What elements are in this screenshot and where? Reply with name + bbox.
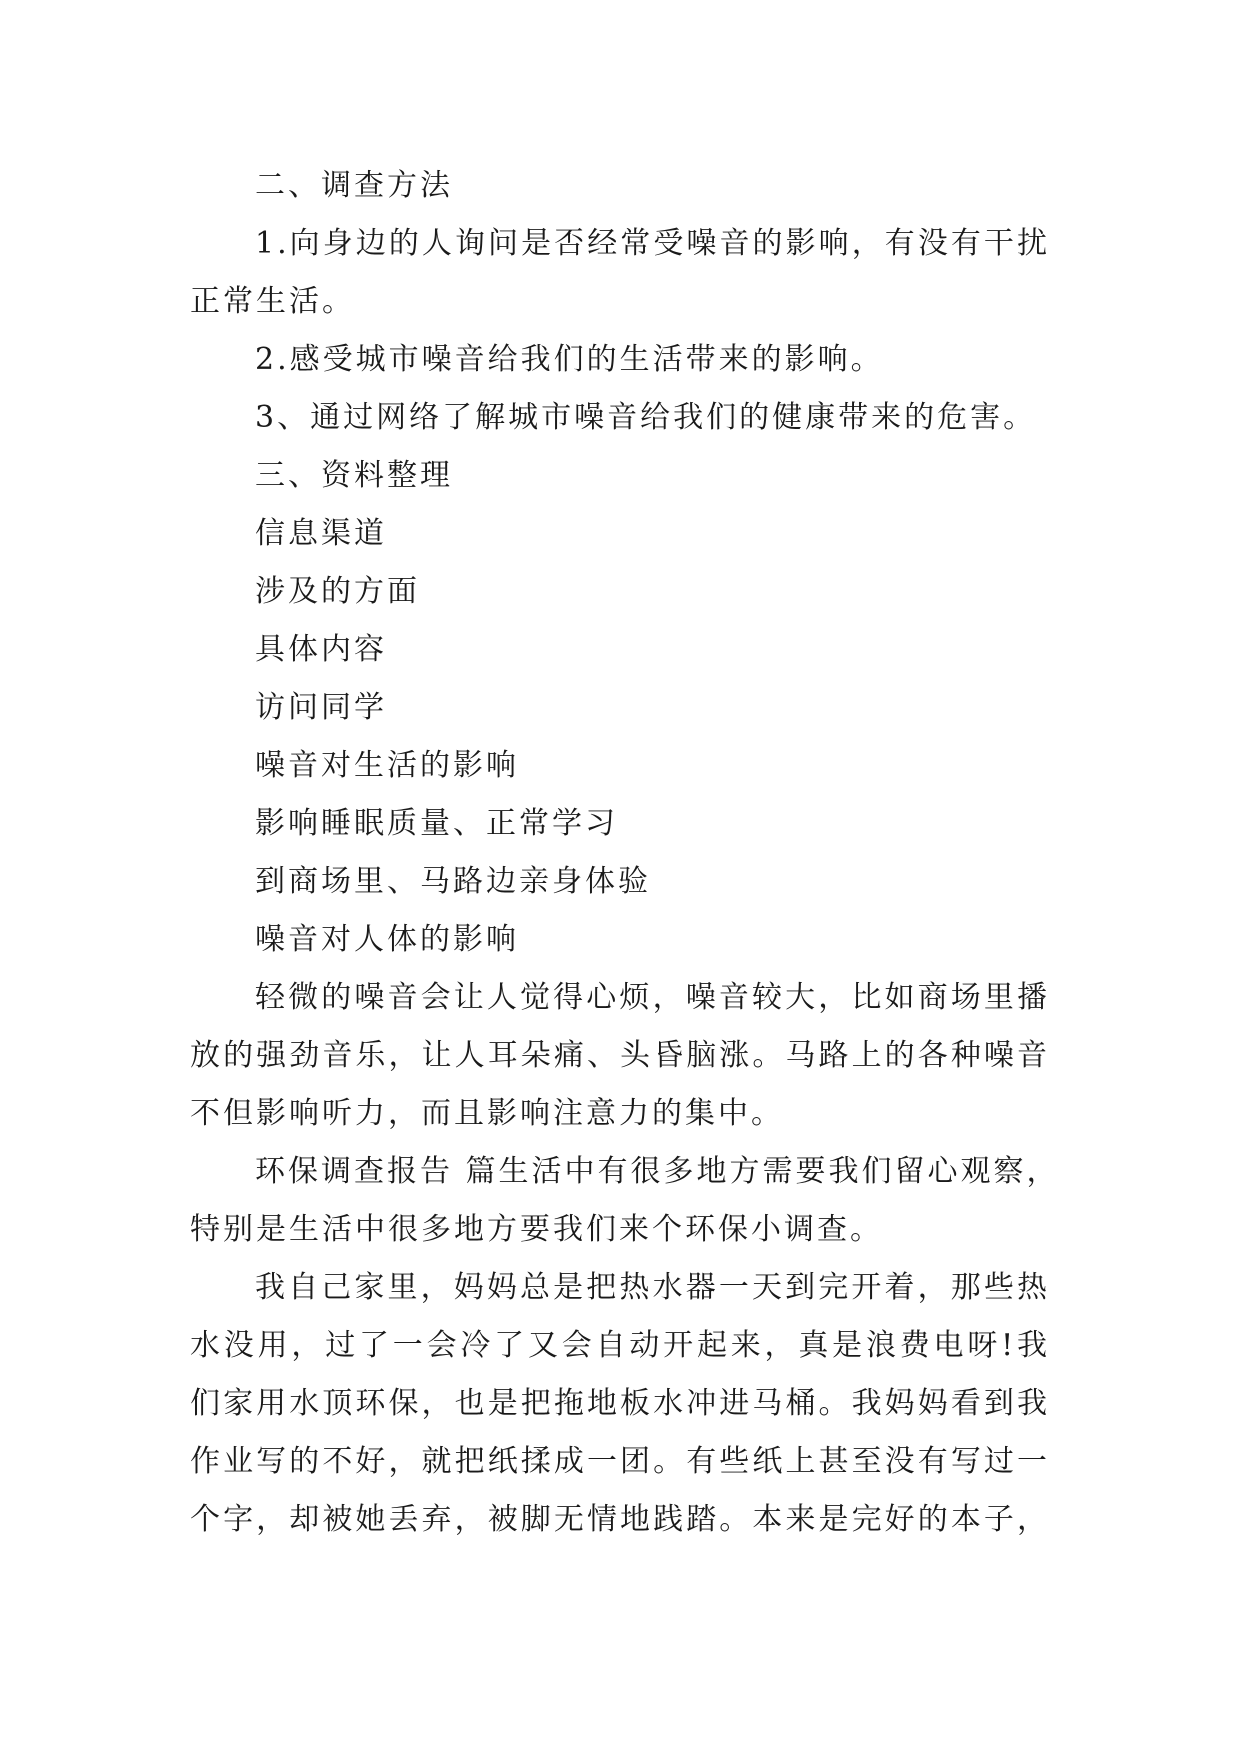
paragraph-line: 我自己家里，妈妈总是把热水器一天到完开着，那些热: [255, 1270, 1050, 1305]
table-cell-text: 访问同学: [255, 690, 387, 725]
section-heading-data: 三、资料整理: [255, 458, 453, 493]
table-cell-text: 涉及的方面: [255, 574, 420, 609]
paragraph-line: 们家用水顶环保，也是把拖地板水冲进马桶。我妈妈看到我: [190, 1386, 1050, 1421]
paragraph-line: 3、通过网络了解城市噪音给我们的健康带来的危害。: [255, 400, 1037, 435]
paragraph-line: 1.向身边的人询问是否经常受噪音的影响，有没有干扰: [255, 226, 1050, 261]
paragraph-line: 2.感受城市噪音给我们的生活带来的影响。: [255, 342, 884, 377]
table-cell-text: 噪音对人体的影响: [255, 922, 519, 957]
paragraph-line: 环保调查报告 篇生活中有很多地方需要我们留心观察，: [255, 1154, 1060, 1189]
section-heading-methods: 二、调查方法: [255, 168, 453, 203]
paragraph-line: 轻微的噪音会让人觉得心烦，噪音较大，比如商场里播: [255, 980, 1050, 1015]
table-cell-text: 到商场里、马路边亲身体验: [255, 864, 651, 899]
paragraph-line: 个字，却被她丢弃，被脚无情地践踏。本来是完好的本子，: [190, 1502, 1050, 1537]
paragraph-line: 不但影响听力，而且影响注意力的集中。: [190, 1096, 784, 1131]
paragraph-line: 作业写的不好，就把纸揉成一团。有些纸上甚至没有写过一: [190, 1444, 1050, 1479]
table-cell-text: 影响睡眠质量、正常学习: [255, 806, 618, 841]
paragraph-line: 水没用，过了一会冷了又会自动开起来，真是浪费电呀!我: [190, 1328, 1050, 1363]
paragraph-line: 正常生活。: [190, 284, 355, 319]
table-cell-text: 信息渠道: [255, 516, 387, 551]
table-cell-text: 噪音对生活的影响: [255, 748, 519, 783]
paragraph-line: 特别是生活中很多地方要我们来个环保小调查。: [190, 1212, 883, 1247]
paragraph-line: 放的强劲音乐，让人耳朵痛、头昏脑涨。马路上的各种噪音: [190, 1038, 1050, 1073]
table-cell-text: 具体内容: [255, 632, 387, 667]
